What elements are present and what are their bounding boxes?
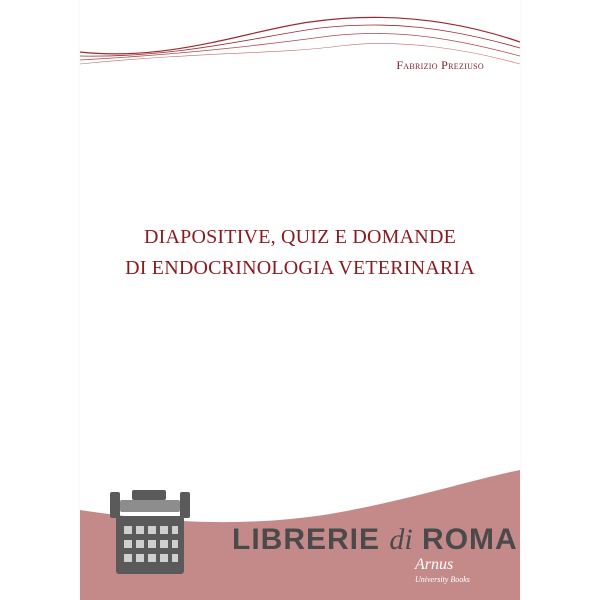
author-name: Fabrizio Preziuso: [396, 58, 484, 72]
publisher-logo-text: [232, 523, 518, 557]
title-line-1: DIAPOSITIVE, QUIZ E DOMANDE: [143, 226, 457, 248]
typewriter-logo-icon: [110, 490, 190, 574]
imprint-subtitle: University Books: [415, 575, 470, 584]
imprint-name: Arnus: [415, 556, 454, 573]
brand-part-librerie: LIBRERIE: [232, 523, 390, 556]
brand-part-roma: ROMA: [412, 523, 518, 556]
book-title: [80, 222, 520, 284]
brand-part-di: di: [389, 523, 413, 556]
book-cover: [80, 0, 520, 600]
title-line-2: DI ENDOCRINOLOGIA VETERINARIA: [125, 257, 475, 279]
